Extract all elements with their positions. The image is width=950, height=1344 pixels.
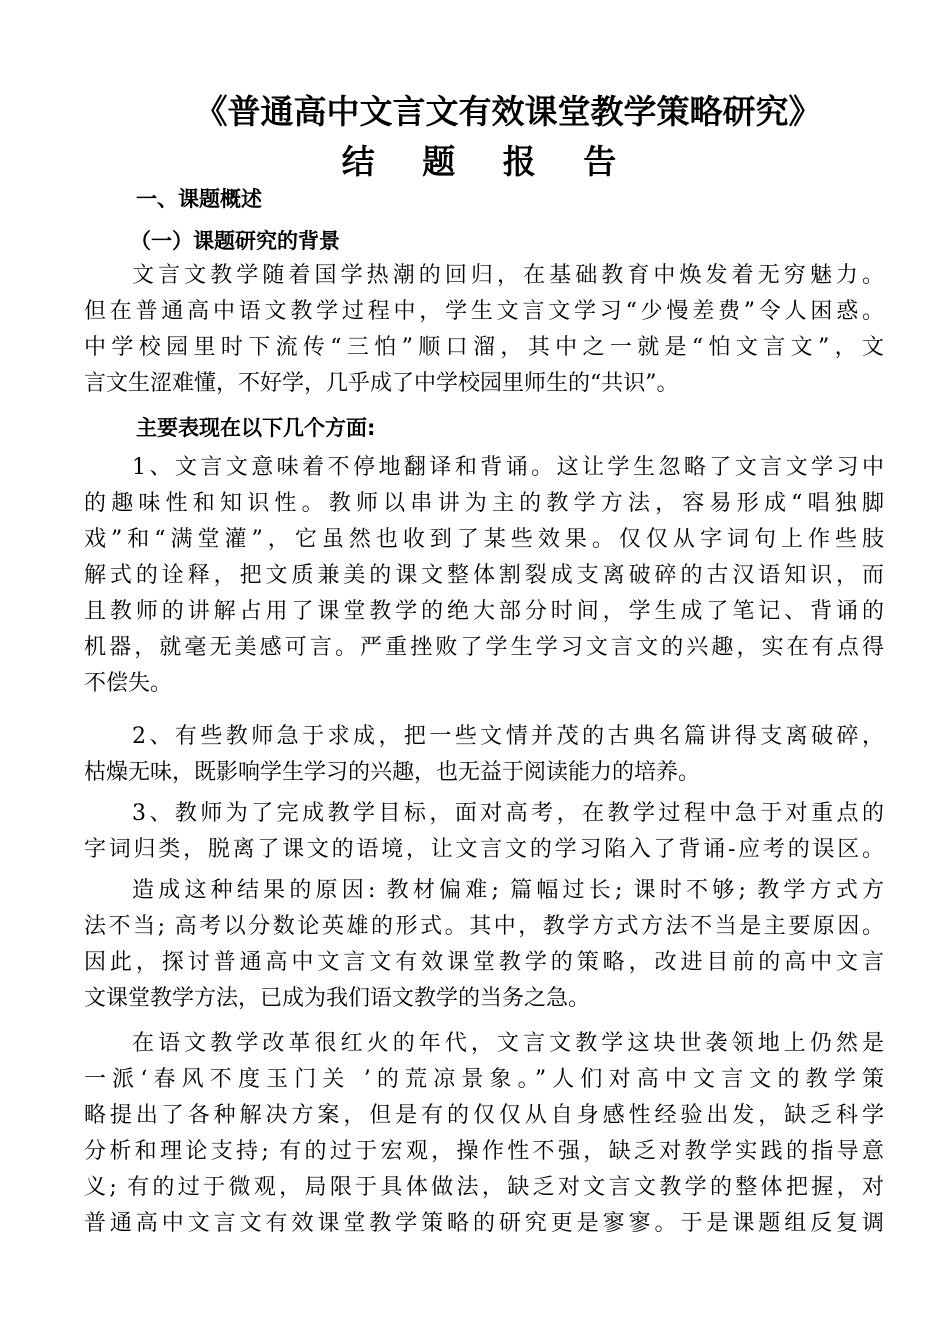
text-line: 分析和理论支持; 有的过于宏观，操作性不强，缺乏对教学实践的指导意: [84, 1139, 884, 1164]
text-line: 文课堂教学方法，已成为我们语文教学的当务之急。: [84, 986, 591, 1011]
paragraph-aspect-3: [84, 796, 884, 868]
text-line: 但在普通高中语文教学过程中，学生文言文学习“少慢差费”令人困惑。: [84, 299, 884, 324]
text-line: 2、有些教师急于求成，把一些文情并茂的古典名篇讲得支离破碎，: [132, 724, 884, 749]
text-line: 字词归类，脱离了课文的语境，让文言文的学习陷入了背诵-应考的误区。: [84, 837, 884, 862]
text-line: 解式的诠释，把文质兼美的课文整体割裂成支离破碎的古汉语知识，而: [84, 563, 884, 588]
text-line: 不偿失。: [84, 671, 173, 696]
paragraph-aspect-1: [84, 450, 884, 702]
text-line: 略提出了各种解决方案，但是有的仅仅从自身感性经验出发，缺乏科学: [84, 1103, 884, 1128]
text-line: 中学校园里时下流传“三怕”顺口溜，其中之一就是“怕文言文”，文: [84, 335, 884, 360]
text-line: 造成这种结果的原因: 教材偏难; 篇幅过长; 课时不够; 教学方式方: [132, 878, 884, 903]
text-line: 义; 有的过于微观，局限于具体做法，缺乏对文言文教学的整体把握，对: [84, 1175, 884, 1200]
text-line: 言文生涩难懂，不好学，几乎成了中学校园里师生的“共识”。: [84, 371, 679, 396]
text-line: 机器，就毫无美感可言。严重挫败了学生学习文言文的兴趣，实在有点得: [84, 635, 884, 660]
text-line: 法不当; 高考以分数论英雄的形式。其中，教学方式方法不当是主要原因。: [84, 914, 884, 939]
section-heading: 一、课题概述: [136, 187, 262, 211]
text-line: 且教师的讲解占用了课堂教学的绝大部分时间，学生成了笔记、背诵的: [84, 599, 884, 624]
document-title: 《普通高中文言文有效课堂教学策略研究》: [194, 92, 822, 131]
text-line: 一派‘春风不度玉门关 ’的荒凉景象。”人们对高中文言文的教学策: [84, 1067, 884, 1092]
document-subtitle: 结 题 报 告: [341, 142, 635, 181]
text-line: 因此，探讨普通高中文言文有效课堂教学的策略，改进目前的高中文言: [84, 950, 884, 975]
paragraph-reform: [84, 1026, 884, 1242]
paragraph-causes: [84, 873, 884, 1017]
text-line: 1、文言文意味着不停地翻译和背诵。这让学生忽略了文言文学习中: [132, 455, 884, 480]
text-line: 的趣味性和知识性。教师以串讲为主的教学方法，容易形成“唱独脚: [84, 491, 884, 516]
aspects-heading: 主要表现在以下几个方面:: [136, 416, 376, 440]
paragraph-aspect-2: [84, 719, 884, 791]
text-line: 戏”和“满堂灌”，它虽然也收到了某些效果。仅仅从字词句上作些肢: [84, 527, 884, 552]
paragraph-background: [84, 258, 884, 402]
subsection-heading: （一）课题研究的背景: [130, 229, 340, 253]
text-line: 普通高中文言文有效课堂教学策略的研究更是寥寥。于是课题组反复调: [84, 1211, 884, 1236]
text-line: 在语文教学改革很红火的年代，文言文教学这块世袭领地上仍然是: [132, 1031, 884, 1056]
text-line: 文言文教学随着国学热潮的回归，在基础教育中焕发着无穷魅力。: [132, 263, 884, 288]
text-line: 枯燥无味，既影响学生学习的兴趣，也无益于阅读能力的培养。: [84, 760, 701, 785]
text-line: 3、教师为了完成教学目标，面对高考，在教学过程中急于对重点的: [132, 801, 884, 826]
